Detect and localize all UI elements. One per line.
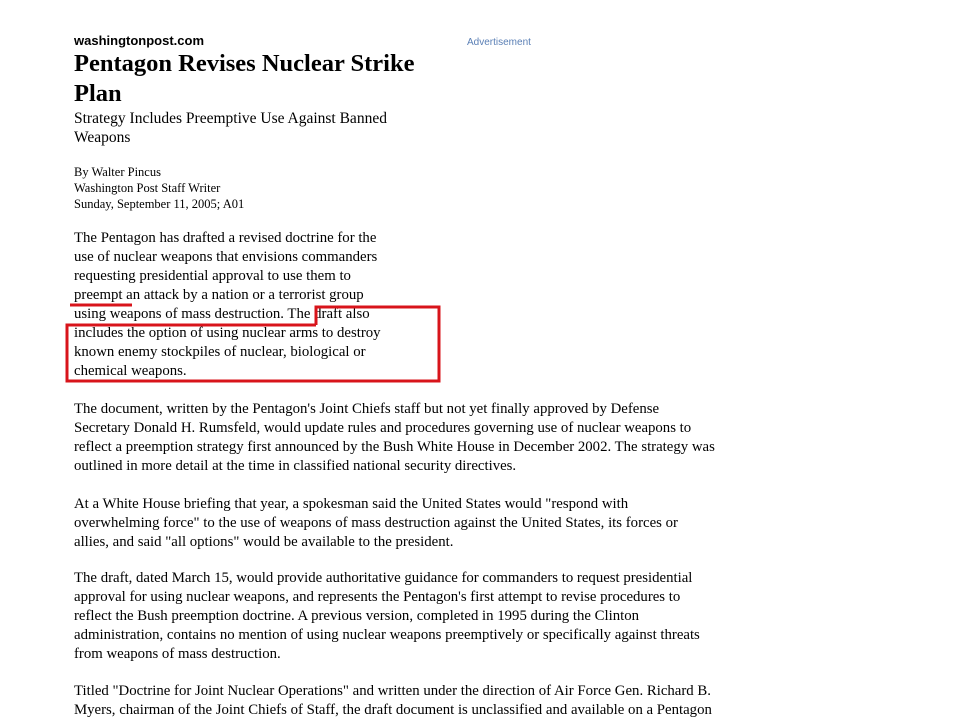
headline: Pentagon Revises Nuclear Strike Plan bbox=[74, 50, 415, 107]
paragraph-line: reflect the Bush preemption doctrine. A previous version, completed in 1995 during the Clinton bbox=[74, 608, 640, 624]
paragraph-line: includes the option of using nuclear arms to destroy bbox=[74, 325, 381, 341]
paragraph-2 bbox=[74, 400, 715, 476]
paragraph-line: The draft, dated March 15, would provide authoritative guidance for commanders to request presidential bbox=[74, 570, 693, 586]
paragraph-line: Secretary Donald H. Rumsfeld, would update rules and procedures governing use of nuclear weapons to bbox=[74, 420, 692, 436]
subheadline: Strategy Includes Preemptive Use Against Banned Weapons bbox=[74, 110, 387, 146]
byline-author: By Walter Pincus bbox=[74, 165, 161, 179]
paragraph-line: preempt an attack by a nation or a terrorist group bbox=[74, 287, 364, 303]
site-name: washingtonpost.com bbox=[74, 33, 204, 48]
byline-role: Washington Post Staff Writer bbox=[74, 181, 221, 195]
byline bbox=[74, 164, 244, 212]
byline-dateline: Sunday, September 11, 2005; A01 bbox=[74, 197, 245, 211]
paragraph-line: using weapons of mass destruction. The draft also bbox=[74, 306, 370, 322]
paragraph-1 bbox=[74, 229, 444, 381]
paragraph-3 bbox=[74, 495, 678, 552]
paragraph-5 bbox=[74, 682, 712, 720]
paragraph-line: administration, contains no mention of using nuclear weapons preemptively or specifically against threats bbox=[74, 627, 700, 643]
paragraph-line: Myers, chairman of the Joint Chiefs of Staff, the draft document is unclassified and available on a Pentagon bbox=[74, 702, 712, 718]
paragraph-line: The Pentagon has drafted a revised doctrine for the bbox=[74, 230, 377, 246]
paragraph-line: reflect a preemption strategy first announced by the Bush White House in December 2002. The strategy was bbox=[74, 439, 715, 455]
paragraph-line: Titled "Doctrine for Joint Nuclear Operations" and written under the direction of Air Force Gen. Richard B. bbox=[74, 683, 711, 699]
paragraph-line: At a White House briefing that year, a spokesman said the United States would "respond with bbox=[74, 496, 629, 512]
paragraph-line: from weapons of mass destruction. bbox=[74, 646, 281, 662]
paragraph-line: chemical weapons. bbox=[74, 363, 187, 379]
paragraph-line: use of nuclear weapons that envisions commanders bbox=[74, 249, 378, 265]
advertisement-label: Advertisement bbox=[467, 37, 531, 48]
paragraph-4 bbox=[74, 569, 700, 664]
paragraph-line: requesting presidential approval to use them to bbox=[74, 268, 351, 284]
paragraph-line: outlined in more detail at the time in classified national security directives. bbox=[74, 458, 517, 474]
paragraph-line: overwhelming force" to the use of weapons of mass destruction against the United States, its forces or bbox=[74, 515, 678, 531]
paragraph-line: The document, written by the Pentagon's Joint Chiefs staff but not yet finally approved by Defense bbox=[74, 401, 660, 417]
paragraph-line: known enemy stockpiles of nuclear, biological or bbox=[74, 344, 366, 360]
paragraph-line: allies, and said "all options" would be available to the president. bbox=[74, 534, 454, 550]
paragraph-line: approval for using nuclear weapons, and represents the Pentagon's first attempt to revise procedures to bbox=[74, 589, 681, 605]
